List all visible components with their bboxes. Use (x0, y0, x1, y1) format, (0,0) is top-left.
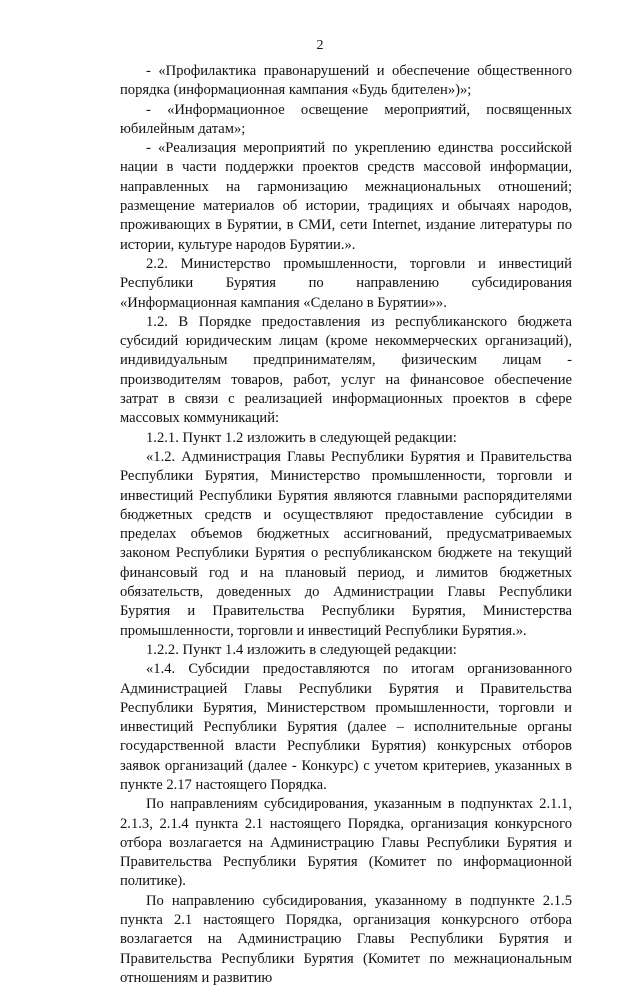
paragraph: По направлениям субсидирования, указанным в подпунктах 2.1.1, 2.1.3, 2.1.4 пункта 2.1 настоящего Порядка, организация конкурсного отбора возлагается на Администрацию Главы Республики Бурятия и Правительства Республики Бурятия (Комитет по информационной политике). (120, 796, 572, 890)
paragraph: - «Профилактика правонарушений и обеспечение общественного порядка (информационная кампания «Будь бдителен»)»; (120, 63, 572, 99)
paragraph: 1.2.2. Пункт 1.4 изложить в следующей редакции: (146, 641, 457, 658)
paragraph: «1.2. Администрация Главы Республики Бурятия и Правительства Республики Бурятия, Министерство промышленности, торговли и инвестиций Республики Бурятия являются главными распорядителями бюджетных средств и осуществляют предоставление субсидии в пределах объемов бюджетных ассигнований, предусматриваемых законом Республики Бурятия о республиканском бюджете на текущий финансовый год и на плановый период, и лимитов бюджетных обязательств, доведенных до Администрации Главы Республики Бурятия и Правительства Республики Бурятия, Министерства промышленности, торговли и инвестиций Республики Бурятия.». (120, 448, 572, 639)
paragraph: 2.2. Министерство промышленности, торговли и инвестиций Республики Бурятия по направлению субсидирования «Информационная кампания «Сделано в Бурятии»». (120, 255, 572, 311)
paragraph: «1.4. Субсидии предоставляются по итогам организованного Администрацией Главы Республики Бурятия и Правительства Республики Бурятия, Министерством промышленности, торговли и инвестиций Республики Бурятия (далее – исполнительные органы государственной власти Республики Бурятия) конкурсных отборов заявок организаций (далее - Конкурс) с учетом критериев, указанных в пункте 2.17 настоящего Порядка. (120, 661, 572, 793)
paragraph: - «Реализация мероприятий по укреплению единства российской нации в части поддержки проектов средств массовой информации, направленных на гармонизацию межнациональных отношений; размещение материалов об истории, традициях и обычаях народов, проживающих в Бурятии, в СМИ, сети Internet, издание литературы по истории, культуре народов Бурятии.». (120, 140, 572, 253)
page-number: 2 (316, 38, 324, 53)
paragraph: 1.2. В Порядке предоставления из республиканского бюджета субсидий юридическим лицам (кроме некоммерческих организаций), индивидуальным предпринимателям, физическим лицам - производителям товаров, работ, услуг на финансовое обеспечение затрат в связи с реализацией информационных проектов в сфере массовых коммуникаций: (120, 313, 572, 427)
paragraph: - «Информационное освещение мероприятий, посвященных юбилейным датам»; (120, 101, 572, 137)
paragraph: По направлению субсидирования, указанному в подпункте 2.1.5 пункта 2.1 настоящего Порядка, организация конкурсного отбора возлагается на Администрацию Главы Республики Бурятия и Правительства Республики Бурятия (Комитет по межнациональным отношениям и развитию (120, 892, 572, 986)
paragraph: 1.2.1. Пункт 1.2 изложить в следующей редакции: (146, 429, 457, 446)
document-body (120, 62, 572, 988)
